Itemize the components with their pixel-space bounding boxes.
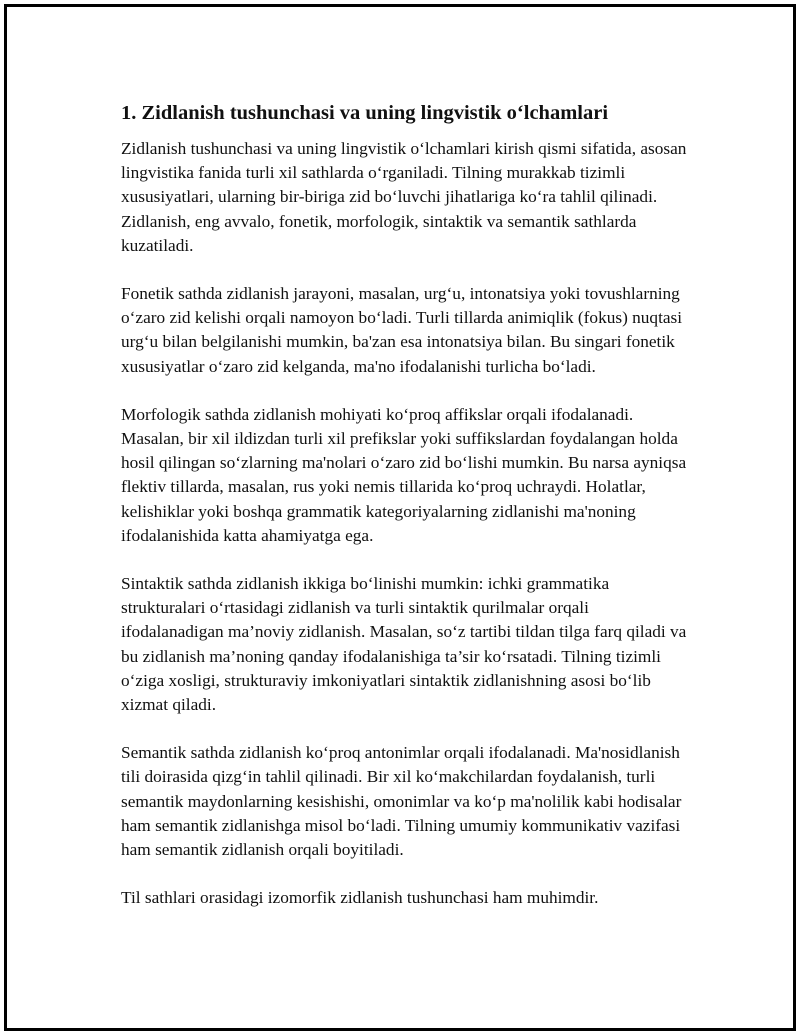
document-body (121, 99, 691, 934)
page-frame (4, 4, 796, 1031)
paragraph-semantic: Semantik sathda zidlanish ko‘proq antonimlar orqali ifodalanadi. Ma'nosidlanish tili doirasida qizg‘in tahlil qilinadi. Bir xil ko‘makchilardan foydalanish, turli semantik maydonlarning kesishishi, omonimlar va ko‘p ma'nolilik kabi hodisalar ham semantik zidlanishga misol bo‘ladi. Tilning umumiy kommunikativ vazifasi ham semantik zidlanish orqali boyitiladi. (121, 743, 682, 860)
paragraph-isomorphic: Til sathlari orasidagi izomorfik zidlanish tushunchasi ham muhimdir. (121, 888, 599, 908)
paragraph-syntactic: Sintaktik sathda zidlanish ikkiga bo‘linishi mumkin: ichki grammatika strukturalari o‘rtasidagi zidlanish va turli sintaktik qurilmalar orqali ifodalanadigan ma’noviy zidlanish. Masalan, so‘z tartibi tildan tilga farq qiladi va bu zidlanish ma’noning qanday ifodalanishiga ta’sir ko‘rsatadi. Tilning tizimli o‘ziga xosligi, strukturaviy imkoniyatlari sintaktik zidlanishning asosi bo‘lib xizmat qiladi. (121, 574, 687, 715)
section-heading: 1. Zidlanish tushunchasi va uning lingvistik o‘lchamlari (121, 102, 609, 124)
paragraph-intro: Zidlanish tushunchasi va uning lingvistik o‘lchamlari kirish qismi sifatida, asosan lingvistika fanida turli xil sathlarda o‘rganiladi. Tilning murakkab tizimli xususiyatlari, ularning bir-biriga zid bo‘luvchi jihatlariga ko‘ra tahlil qilinadi. Zidlanish, eng avvalo, fonetik, morfologik, sintaktik va semantik sathlarda kuzatiladi. (121, 139, 687, 255)
paragraph-phonetic: Fonetik sathda zidlanish jarayoni, masalan, urg‘u, intonatsiya yoki tovushlarning o‘zaro zid kelishi orqali namoyon bo‘ladi. Turli tillarda animiqlik (fokus) nuqtasi urg‘u bilan belgilanishi mumkin, ba'zan esa intonatsiya bilan. Bu singari fonetik xususiyatlar o‘zaro zid kelganda, ma'no ifodalanishi turlicha bo‘ladi. (121, 284, 683, 376)
paragraph-morphological: Morfologik sathda zidlanish mohiyati ko‘proq affikslar orqali ifodalanadi. Masalan, bir xil ildizdan turli xil prefikslar yoki suffikslardan foydalangan holda hosil qilingan so‘zlarning ma'nolari o‘zaro zid bo‘lishi mumkin. Bu narsa ayniqsa flektiv tillarda, masalan, rus yoki nemis tillarida ko‘proq uchraydi. Holatlar, kelishiklar yoki boshqa grammatik kategoriyalarning zidlanishi ma'noning ifodalanishida katta ahamiyatga ega. (121, 404, 687, 545)
